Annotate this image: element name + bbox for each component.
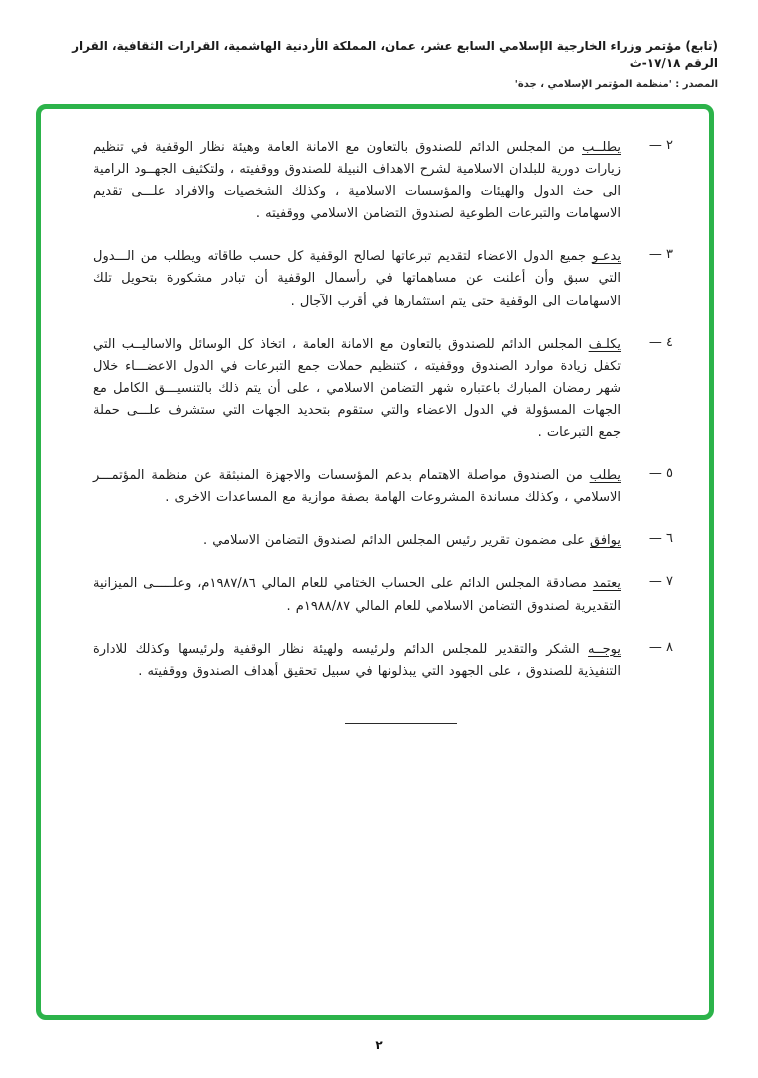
item-number: ٢ — — [648, 138, 673, 153]
header-title: (تابع) مؤتمر وزراء الخارجية الإسلامي السابع عشر، عمان، المملكة الأردنية الهاشمية، القرارات الثقافية، القرار الرقم ١٧/١٨-ث — [72, 39, 718, 70]
item-lead-word: يوافق — [589, 533, 621, 549]
item-text-block — [93, 530, 621, 552]
item-number: ٥ — — [648, 466, 673, 482]
header-source-line: المصدر : 'منظمة المؤتمر الإسلامي ، جدة' — [514, 78, 718, 90]
item-number: ٨ — — [648, 639, 673, 655]
item-text-block — [93, 334, 621, 444]
resolution-item — [93, 137, 673, 225]
item-text-block — [93, 246, 621, 312]
resolution-body — [93, 137, 673, 724]
item-number: ٣ — — [648, 247, 673, 263]
resolution-item — [93, 573, 673, 617]
item-text: من الصندوق مواصلة الاهتمام بدعم المؤسسات والاجهزة المنبثقة عن منظمة المؤتمـــر الاسلامي ، وكذلك مساندة المشروعات الهامة بصفة موازية مع المساعدات الاخرى . — [93, 468, 621, 506]
item-lead-word: يدعـو — [592, 249, 621, 265]
item-text-block — [93, 639, 621, 683]
item-text: على مضمون تقرير رئيس المجلس الدائم لصندوق التضامن الاسلامي . — [203, 533, 585, 549]
item-text: المجلس الدائم للصندوق بالتعاون مع الامانة العامة ، اتخاذ كل الوسائل والاساليــب التي تكفل زيادة موارد الصندوق ووقفيته ، كتنظيم حملات جمع التبرعات في الدول الاعضـــاء خلال شهر رمضان المبارك باعتباره شهر التضامن الاسلامي ، على أن يتم ذلك بالتنسيـــق الكامل مع الجهات المسؤولة في الدول الاعضاء والتي ستقوم بتحديد الجهات التي ستشرف علـــى حملة جمع التبرعات . — [93, 336, 621, 441]
item-text: من المجلس الدائم للصندوق بالتعاون مع الامانة العامة وهيئة نظار الوقفية في تنظيم زيارات دورية للبلدان الاسلامية لشرح الاهداف النبيلة للصندوق ووقفيته ، ولتكثيف الجهــود الرامية الى حث الدول والهيئات والمؤسسات الاسلامية ، وكذلك الشخصيات والافراد علـــى تقديم الاسهامات والتبرعات الطوعية لصندوق التضامن الاسلامي ووقفيته . — [93, 140, 621, 222]
item-text: الشكر والتقدير للمجلس الدائم ولرئيسه ولهيئة نظار الوقفية ولرئيسها وكذلك للادارة التنفيذية للصندوق ، على الجهود التي يبذلونها في سبيل تحقيق أهداف الصندوق ووقفيته . — [93, 641, 621, 679]
end-of-text-divider — [345, 723, 457, 724]
item-text: جميع الدول الاعضاء لتقديم تبرعاتها لصالح الوقفية كل حسب طاقاته ويطلب من الـــدول التي سبق وأن أعلنت عن مساهماتها في رأسمال الوقفية أن تبادر مشكورة بتحويل تلك الاسهامات الى الوقفية حتى يتم استثمارها في أقرب الآجال . — [93, 249, 621, 309]
item-text-block — [93, 465, 621, 509]
resolution-item — [93, 639, 673, 683]
item-lead-word: يطلــب — [582, 140, 621, 155]
item-number: ٧ — — [648, 574, 673, 590]
item-text-block — [93, 137, 621, 225]
resolution-item — [93, 530, 673, 552]
document-header — [40, 38, 718, 90]
resolution-item — [93, 465, 673, 509]
item-lead-word: يعتمد — [592, 576, 621, 592]
item-lead-word: يوجــه — [588, 641, 621, 657]
item-text: مصادقة المجلس الدائم على الحساب الختامي للعام المالي ١٩٨٧/٨٦م، وعلـــــى الميزانية التقديرية لصندوق التضامن الاسلامي للعام المالي ١٩٨٨/٨٧م . — [93, 576, 621, 614]
item-number: ٦ — — [648, 531, 673, 547]
item-text-block — [93, 573, 621, 617]
item-lead-word: يطلب — [589, 468, 621, 484]
page-number: ٢ — [375, 1038, 383, 1052]
item-lead-word: يكلـف — [588, 336, 622, 352]
resolution-item — [93, 246, 673, 312]
highlight-frame — [36, 104, 714, 1020]
item-number: ٤ — — [648, 334, 673, 350]
resolution-item — [93, 334, 673, 444]
